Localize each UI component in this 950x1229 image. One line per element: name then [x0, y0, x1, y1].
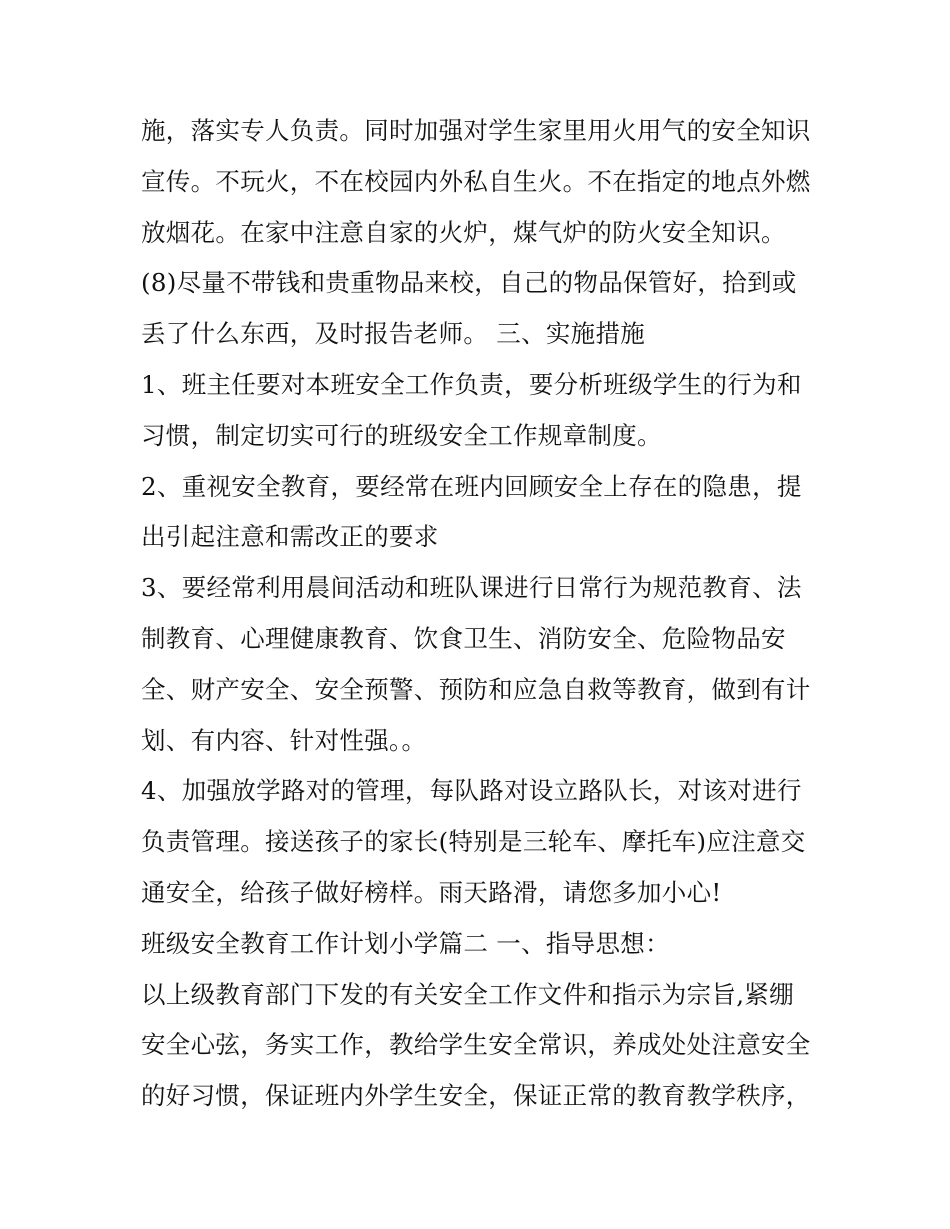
- document-body: [141, 106, 821, 1122]
- text-line: 2、重视安全教育，要经常在班内回顾安全上存在的隐患，提: [141, 471, 802, 501]
- text-line: 施，落实专人负责。同时加强对学生家里用火用气的安全知识: [141, 116, 811, 145]
- text-line: (8)尽量不带钱和贵重物品来校，自己的物品保管好，拾到或: [141, 268, 797, 298]
- text-line: 丢了什么东西，及时报告老师。 三、实施措施: [141, 319, 646, 349]
- text-line: 制教育、心理健康教育、饮食卫生、消防安全、危险物品安: [141, 623, 786, 653]
- text-line: 宣传。不玩火，不在校园内外私自生火。不在指定的地点外燃: [141, 166, 811, 196]
- text-line: 划、有内容、针对性强。。: [141, 725, 427, 755]
- text-line: 3、要经常利用晨间活动和班队课进行日常行为规范教育、法: [141, 573, 802, 603]
- text-line: 以上级教育部门下发的有关安全工作文件和指示为宗旨,紧绷: [141, 979, 794, 1009]
- text-line: 放烟花。在家中注意自家的火炉，煤气炉的防火安全知识。: [141, 217, 786, 247]
- section-heading-line: 班级安全教育工作计划小学篇二 一、指导思想：: [141, 928, 670, 958]
- text-line: 出引起注意和需改正的要求: [141, 522, 439, 552]
- text-line: 习惯，制定切实可行的班级安全工作规章制度。: [141, 420, 662, 450]
- text-line: 1、班主任要对本班安全工作负责，要分析班级学生的行为和: [141, 369, 802, 399]
- text-line: 安全心弦，务实工作，教给学生安全常识，养成处处注意安全: [141, 1030, 811, 1060]
- text-line: 负责管理。接送孩子的家长(特别是三轮车、摩托车)应注意交: [141, 827, 806, 857]
- text-line: 全、财产安全、安全预警、预防和应急自救等教育，做到有计: [141, 674, 811, 704]
- text-line: 通安全，给孩子做好榜样。雨天路滑，请您多加小心!: [141, 877, 722, 907]
- text-line: 的好习惯，保证班内外学生安全，保证正常的教育教学秩序，: [141, 1081, 811, 1111]
- text-line: 4、加强放学路对的管理，每队路对设立路队长，对该对进行: [141, 776, 802, 806]
